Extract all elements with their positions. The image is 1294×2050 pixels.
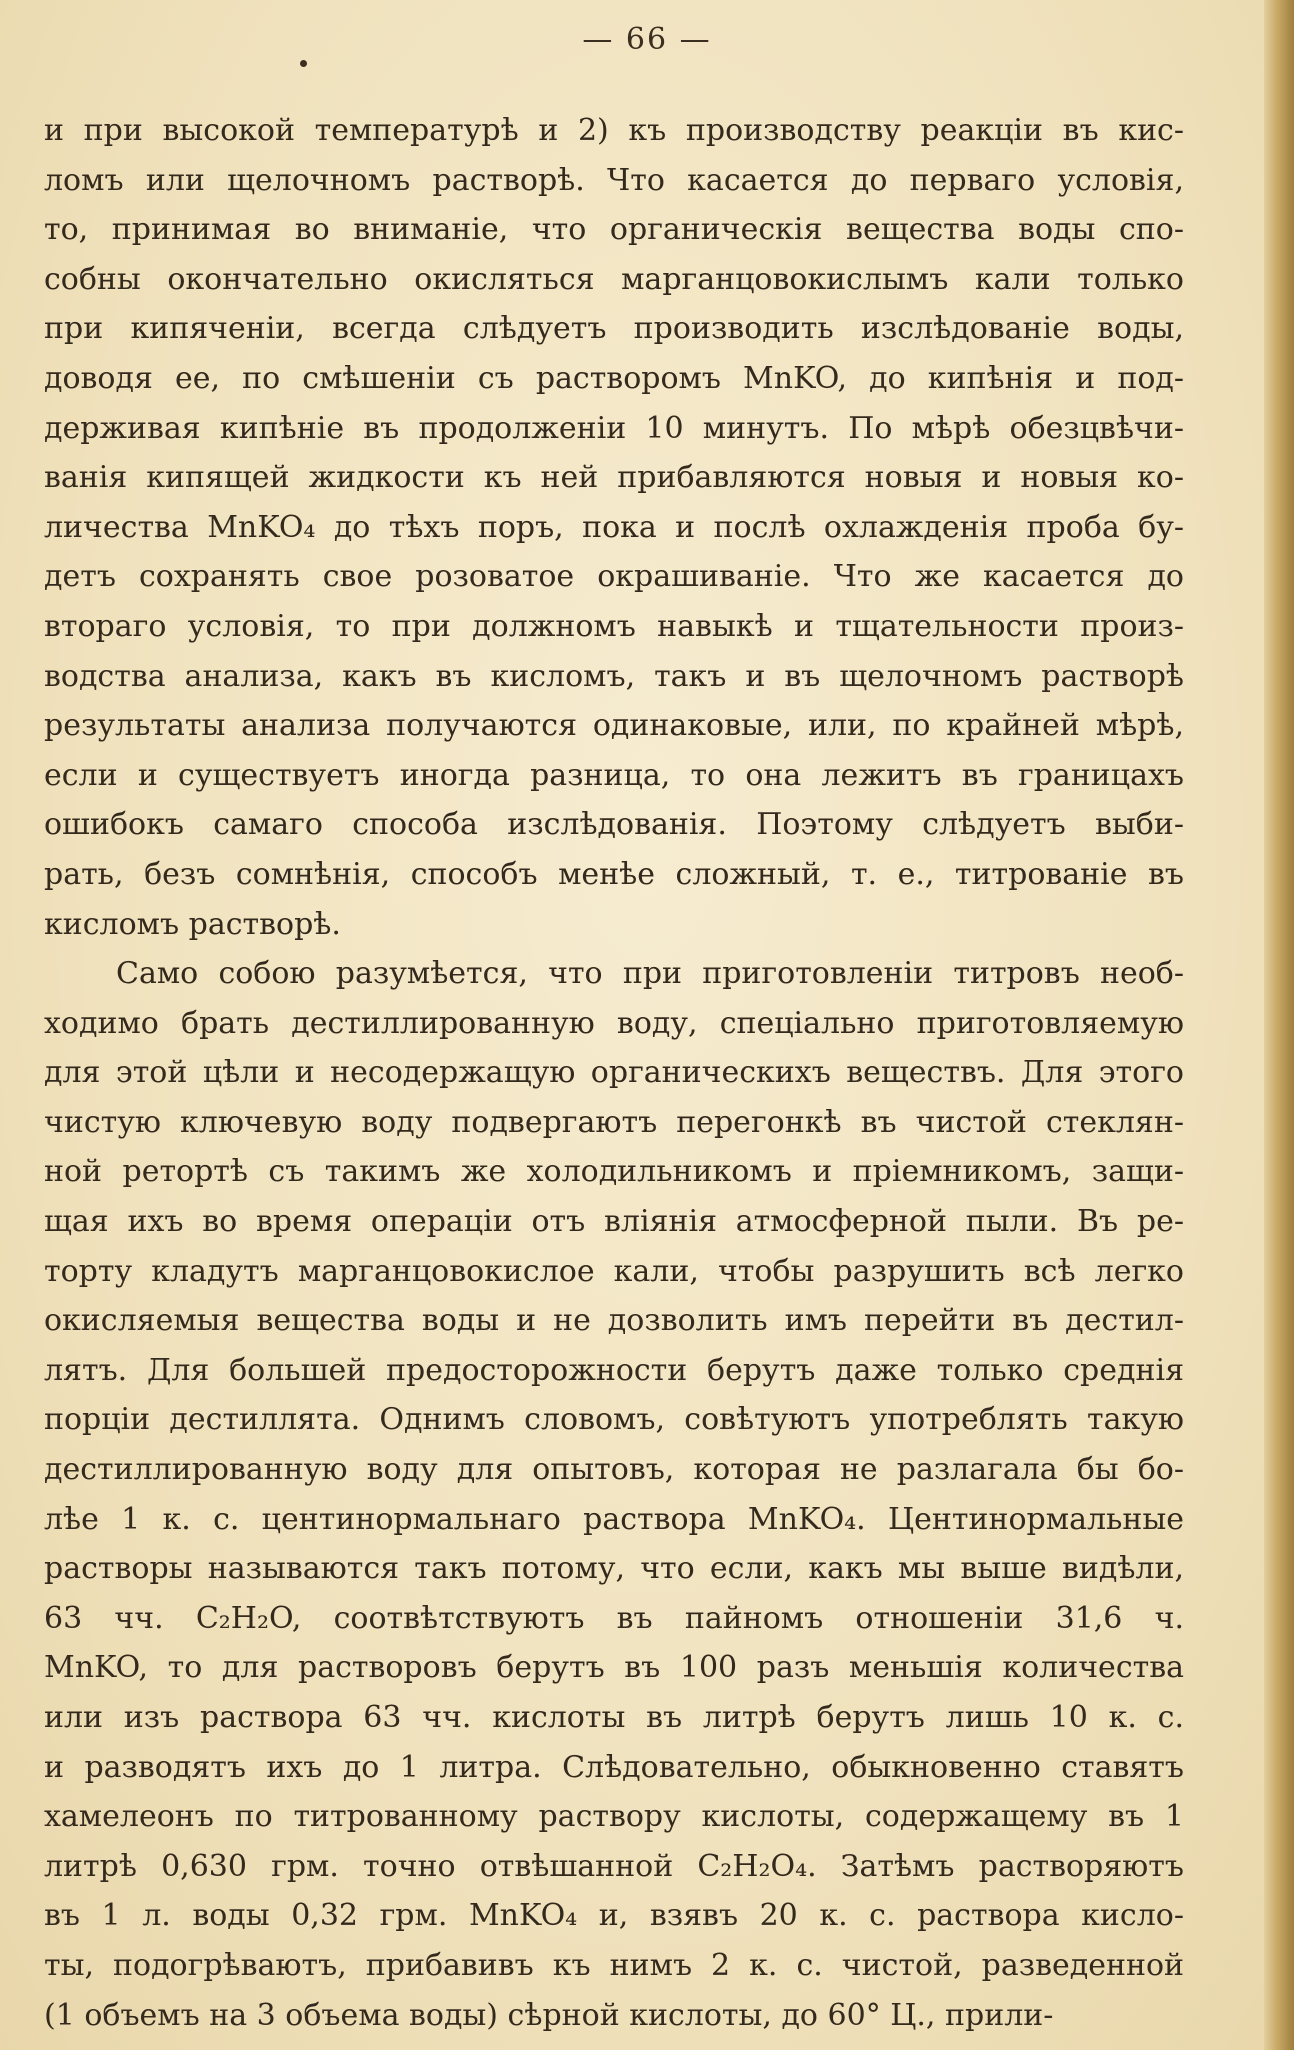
text-line: кисломъ растворѣ. <box>44 906 341 942</box>
text-line: въ 1 л. воды 0,32 грм. MnKO₄ и, взявъ 20 к. с. раствора кисло- <box>44 1898 1184 1934</box>
text-line: лятъ. Для большей предосторожности берутъ даже только среднія <box>44 1352 1184 1388</box>
text-line: и при высокой температурѣ и 2) къ производству реакціи въ кис- <box>44 113 1184 148</box>
text-line: при кипяченіи, всегда слѣдуетъ производить изслѣдованіе воды, <box>44 311 1184 347</box>
page-number: — 66 — <box>582 22 712 57</box>
text-line: доводя ее, по смѣшеніи съ растворомъ MnKO, до кипѣнія и под- <box>44 360 1184 396</box>
text-line: ходимо брать дестиллированную воду, спеціально приготовляемую <box>44 1005 1184 1041</box>
text-line: рать, безъ сомнѣнія, способъ менѣе сложный, т. е., титрованіе въ <box>44 856 1184 892</box>
text-line: втораго условія, то при должномъ навыкѣ и тщательности произ- <box>44 608 1184 644</box>
text-line: или изъ раствора 63 чч. кислоты въ литрѣ берутъ лишь 10 к. с. <box>44 1700 1184 1735</box>
text-line: щая ихъ во время операціи отъ вліянія атмосферной пыли. Въ ре- <box>44 1204 1184 1240</box>
text-line: если и существуетъ иногда разница, то она лежитъ въ границахъ <box>44 757 1184 793</box>
text-line: литрѣ 0,630 грм. точно отвѣшанной C₂H₂O₄. Затѣмъ растворяютъ <box>44 1848 1184 1884</box>
text-line: держивая кипѣніе въ продолженіи 10 минутъ. По мѣрѣ обезцвѣчи- <box>44 410 1184 446</box>
text-line: ванія кипящей жидкости къ ней прибавляются новыя и новыя ко- <box>44 460 1184 496</box>
text-line: торту кладутъ марганцовокислое кали, чтобы разрушить всѣ легко <box>44 1253 1184 1289</box>
text-line: собны окончательно окисляться марганцовокислымъ кали только <box>44 261 1184 297</box>
text-line: личества MnKO₄ до тѣхъ поръ, пока и послѣ охлажденія проба бу- <box>44 509 1184 545</box>
text-line: чистую ключевую воду подвергаютъ перегонкѣ въ чистой стеклян- <box>44 1104 1184 1140</box>
text-line: ты, подогрѣваютъ, прибавивъ къ нимъ 2 к. с. чистой, разведенной <box>44 1947 1184 1983</box>
text-line: и разводятъ ихъ до 1 литра. Слѣдовательно, обыкновенно ставятъ <box>44 1749 1184 1785</box>
text-line: хамелеонъ по титрованному раствору кислоты, содержащему въ 1 <box>44 1799 1184 1835</box>
ink-speck <box>300 60 307 67</box>
page-edge <box>1264 0 1294 2050</box>
body-text <box>44 106 1184 2040</box>
text-line: Само собою разумѣется, что при приготовленіи титровъ необ- <box>116 956 1184 992</box>
text-line: окисляемыя вещества воды и не дозволить имъ перейти въ дестил- <box>44 1303 1184 1339</box>
text-line: ломъ или щелочномъ растворѣ. Что касается до перваго условія, <box>44 162 1184 198</box>
text-line: то, принимая во вниманіе, что органическія вещества воды спо- <box>44 212 1184 248</box>
text-line: водства анализа, какъ въ кисломъ, такъ и въ щелочномъ растворѣ <box>44 658 1184 694</box>
text-line: ошибокъ самаго способа изслѣдованія. Поэтому слѣдуетъ выби- <box>44 807 1184 843</box>
text-line: 63 чч. C₂H₂O, соотвѣтствуютъ въ пайномъ отношеніи 31,6 ч. <box>44 1600 1184 1636</box>
text-line: для этой цѣли и несодержащую органическихъ веществъ. Для этого <box>44 1055 1184 1091</box>
text-line: ной ретортѣ съ такимъ же холодильникомъ и пріемникомъ, защи- <box>44 1154 1184 1190</box>
text-line: растворы называются такъ потому, что если, какъ мы выше видѣли, <box>44 1551 1184 1587</box>
text-line: лѣе 1 к. с. центинормальнаго раствора MnKO₄. Центинормальные <box>44 1501 1184 1537</box>
text-line: порціи дестиллята. Однимъ словомъ, совѣтуютъ употреблять такую <box>44 1402 1184 1438</box>
text-line: (1 объемъ на 3 объема воды) сѣрной кислоты, до 60° Ц., прили- <box>44 1997 1054 2033</box>
text-line: детъ сохранять свое розоватое окрашиваніе. Что же касается до <box>44 559 1184 595</box>
text-line: дестиллированную воду для опытовъ, которая не разлагала бы бо- <box>44 1452 1184 1488</box>
text-line: результаты анализа получаются одинаковые, или, по крайней мѣрѣ, <box>44 708 1184 744</box>
text-line: MnKO, то для растворовъ берутъ въ 100 разъ меньшія количества <box>44 1650 1184 1686</box>
